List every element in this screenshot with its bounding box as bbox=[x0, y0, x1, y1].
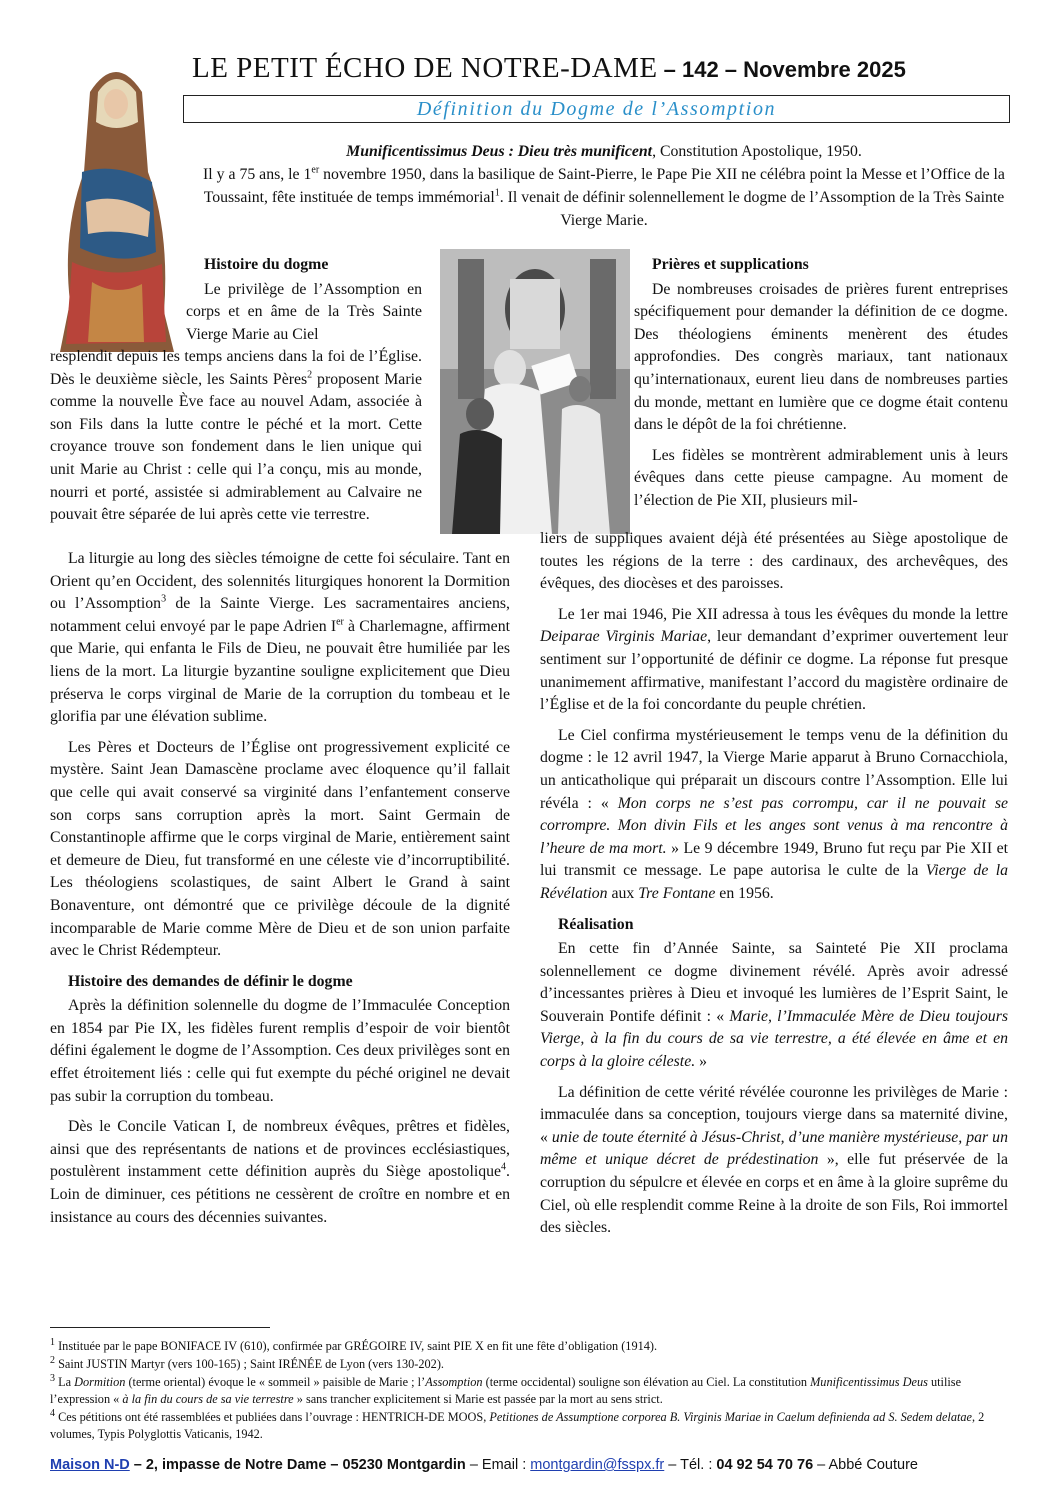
superscript: er bbox=[311, 164, 320, 176]
paragraph-text: La liturgie au long des siècles témoigne de cette foi séculaire. Tant en Orient qu’en Occident, des solennités liturgiques honorent la Dormition ou l’Assomption bbox=[50, 550, 510, 613]
footnote-text: (terme oriental) évoque le « sommeil » paisible de Marie ; l’ bbox=[125, 1375, 426, 1389]
paragraph-text: , leur demandant d’exprimer ouvertement leur sentiment sur l’opportunité de définir ce dogme. La réponse fut presque unanimement affirmative, manifestant l’accord du magistère ordinaire de l’Église et de la foi concordante du peuple chrétien. bbox=[540, 628, 1009, 714]
footnote-text: Ces pétitions ont été rassemblées et publiées dans l’ouvrage : HENTRICH-DE MOOS, bbox=[55, 1410, 490, 1424]
section-heading-history: Histoire du dogme bbox=[204, 256, 329, 273]
left-column bbox=[50, 346, 422, 535]
footnote-number: 1 bbox=[50, 1336, 55, 1348]
paragraph: liers de suppliques avaient déjà été présentées au Siège apostolique de toutes les régions de la terre : des cardinaux, des archevêques, des évêques, des diocèses et des paroisses. bbox=[540, 530, 1008, 593]
footnote-italic: Munificentissimus Deus bbox=[810, 1375, 928, 1389]
paragraph-text: Le privilège de l’Assomption en corps et en âme de la Très Sainte Vierge Marie au Ciel bbox=[186, 280, 422, 343]
paragraph-text: proposent Marie comme la nouvelle Ève face au nouvel Adam, associée à son Fils dans la lutte contre le péché et la mort. Cette croyance trouve son fondement dans le lien unique qui unit Marie au Christ : celle qui l’a conçu, mis au monde, nourri et porté, assistée si admirablement au Calvaire ne pouvait être séparée de lui après cette vie terrestre. bbox=[50, 370, 422, 524]
paragraph: Les Pères et Docteurs de l’Église ont progressivement explicité ce mystère. Saint Jean Damascène proclame avec éloquence qu’il fallait que celle qui avait conservé sa virginité dans l’enfantement conserve son corps sans corruption après la mort. Saint Germain de Constantinople affirme que le corps virginal de Marie, entièrement saint et demeure de Dieu, fut transformé en une céleste vie d’incorruptibilité. Les théologiens scolastiques, de saint Albert le Grand à saint Bonaventure, ont démontré que ce privilège découle de la dignité incomparable de Marie comme Mère de Dieu et de son union parfaite avec le Christ Rédempteur. bbox=[50, 738, 510, 960]
footnote-italic: à la fin du cours de sa vie terrestre bbox=[122, 1392, 294, 1406]
footnote-2 bbox=[50, 1356, 1010, 1373]
paragraph-text: Le Ciel confirma mystérieusement le temps venu de la définition du dogme : le 12 avril 1947, la Vierge Marie apparut à Bruno Cornacchiola, un anticatholique qui préparait un discours contre l’Assomption. Elle lui révéla : « bbox=[540, 726, 1008, 812]
article-subtitle: Définition du Dogme de l’Assomption bbox=[416, 98, 777, 120]
quotation: Mon corps ne s’est pas corrompu, car il ne pouvait se corrompre. Mon divin Fils et les anges sont venus à ma rencontre à l’heure de ma mort. bbox=[540, 794, 1009, 857]
quotation: unie de toute éternité à Jésus-Christ, d’une manière mystérieuse, par un même et unique décret de prédestination bbox=[540, 1128, 1008, 1169]
paragraph bbox=[186, 279, 422, 347]
paragraph-text: En cette fin d’Année Sainte, sa Sainteté Pie XII proclama solennellement ce dogme divinement révélé. Après avoir adressé d’incessantes prières à Dieu et invoqué les lumières de l’Esprit Saint, le Souverain Pontife définit : « bbox=[540, 940, 1008, 1025]
section-heading-realisation: Réalisation bbox=[558, 915, 634, 933]
paragraph-text: La définition de cette vérité révélée couronne les privilèges de Marie : immaculée dans sa conception, toujours vierge dans sa maternité divine, « bbox=[540, 1083, 1008, 1146]
paragraph bbox=[540, 1082, 1008, 1240]
superscript: er bbox=[336, 616, 344, 628]
footnote-text: La bbox=[55, 1375, 75, 1389]
intro-text: Il y a 75 ans, le 1 bbox=[203, 166, 312, 183]
footnote-text: Instituée par le pape BONIFACE IV (610), confirmée par GRÉGOIRE IV, saint PIE X en fit une fête d’obligation (1914). bbox=[55, 1339, 658, 1353]
footnote-italic: Dormition bbox=[74, 1375, 126, 1389]
footnote-divider bbox=[50, 1327, 270, 1328]
section-heading-requests: Histoire des demandes de définir le dogme bbox=[68, 972, 353, 990]
footnotes bbox=[50, 1338, 1010, 1444]
publication-name: LE PETIT ÉCHO DE NOTRE-DAME bbox=[192, 52, 658, 84]
footnote-text: » sans trancher explicitement si Marie est passée par la mort au sens strict. bbox=[293, 1392, 663, 1406]
right-column-top bbox=[634, 254, 1008, 513]
footnote-text: , 2 volumes, Typis Polyglottis Vaticanis, 1942. bbox=[50, 1410, 985, 1441]
left-column-top bbox=[186, 254, 422, 346]
italic-title: Vierge de la Révélation bbox=[540, 862, 1008, 902]
section-heading-prayers: Prières et supplications bbox=[652, 256, 809, 273]
footnote-4 bbox=[50, 1409, 1010, 1443]
email-link[interactable]: montgardin@fsspx.fr bbox=[530, 1457, 665, 1473]
footnote-text: utilise l’expression « bbox=[50, 1375, 962, 1406]
contact-name: – Abbé Couture bbox=[813, 1457, 918, 1473]
footnote-1 bbox=[50, 1338, 1010, 1355]
phone-label: – Tél. : bbox=[664, 1457, 717, 1473]
paragraph bbox=[540, 938, 1008, 1074]
footer-address: – 2, impasse de Notre Dame – 05230 Montgardin bbox=[129, 1457, 466, 1473]
footnote-italic: Petitiones de Assumptione corporea B. Virginis Mariae in Caelum definienda ad S. Sedem delatae bbox=[489, 1410, 972, 1424]
paragraph bbox=[540, 725, 1008, 906]
paragraph-text: . Loin de diminuer, ces pétitions ne cessèrent de croître en nombre et en insistance au cours des décennies suivantes. bbox=[50, 1163, 510, 1226]
paragraph-text: Le 1er mai 1946, Pie XII adressa à tous les évêques du monde la lettre bbox=[558, 605, 1008, 623]
contact-footer bbox=[50, 1457, 1010, 1473]
italic-title: Tre Fontane bbox=[638, 884, 716, 902]
paragraph-text: à Charlemagne, affirment que Marie, qui enfanta le Fils de Dieu, ne pouvait être humiliée par les liens de la mort. La liturgie byzantine souligne explicitement que Dieu préserva le corps virginal de Marie de la corruption du tombeau et le glorifia par une élévation sublime. bbox=[50, 617, 510, 726]
intro-lead-rest: , Constitution Apostolique, 1950. bbox=[652, 143, 862, 160]
paragraph-text: Dès le Concile Vatican I, de nombreux évêques, prêtres et fidèles, ainsi que des représentants de nations et de provinces ecclésiastiques, postulèrent instamment cette définition auprès du Siège apostolique bbox=[50, 1118, 510, 1181]
quotation: Marie, l’Immaculée Mère de Dieu toujours Vierge, à la fin du cours de sa vie terrestre, a été élevée en âme et en corps à la gloire céleste. bbox=[540, 1007, 1008, 1071]
issue-number-date: – 142 – Novembre 2025 bbox=[663, 57, 906, 82]
organization-link[interactable]: Maison N-D bbox=[50, 1457, 130, 1473]
newsletter-title bbox=[192, 52, 1012, 92]
paragraph-text: de la Sainte Vierge. Les sacramentaires anciens, notamment celui envoyé par le pape Adrien I bbox=[50, 595, 510, 635]
footnote-number: 2 bbox=[50, 1354, 55, 1366]
virgin-statue-image bbox=[52, 52, 182, 352]
intro-text: . Il venait de définir solennellement le dogme de l’Assomption de la Très Sainte Vierge Marie. bbox=[499, 189, 1005, 229]
footnote-ref: 2 bbox=[307, 369, 313, 381]
paragraph: Les fidèles se montrèrent admirablement unis à leurs évêques dans cette pieuse campagne. Au moment de l’élection de Pie XII, plusieurs mil- bbox=[634, 446, 1008, 509]
email-label: – Email : bbox=[465, 1457, 531, 1473]
footnote-text: (terme occidental) souligne son élévation au Ciel. La constitution bbox=[482, 1375, 811, 1389]
right-column bbox=[540, 528, 1008, 1248]
paragraph-text: », elle fut préservée de la corruption du sépulcre et élevée en corps et en âme à la gloire suprême du Ciel, où elle resplendit comme Reine à la droite de son Fils, Roi immortel des siècles. bbox=[540, 1151, 1008, 1237]
pius-xii-photo bbox=[440, 249, 630, 534]
intro-text: novembre 1950, dans la basilique de Saint-Pierre, le Pape Pie XII ne célébra point la Messe et l’Office de la Toussaint, fête instituée de temps immémorial bbox=[203, 166, 1005, 206]
footnote-ref: 4 bbox=[501, 1162, 507, 1174]
paragraph bbox=[50, 548, 510, 729]
footnote-number: 4 bbox=[50, 1407, 55, 1419]
paragraph bbox=[50, 346, 422, 527]
intro-lead-title: Munificentissimus Deus : Dieu très munificent bbox=[346, 143, 653, 160]
paragraph: Après la définition solennelle du dogme de l’Immaculée Conception en 1854 par Pie IX, les fidèles furent remplis d’espoir de voir bientôt défini également le dogme de l’Assomption. Ces deux privilèges sont en effet étroitement liés : celle qui fut exempte du péché originel ne devait pas subir la corruption du tombeau. bbox=[50, 997, 510, 1105]
footnote-number: 3 bbox=[50, 1372, 55, 1384]
italic-title: Deiparae Virginis Mariae bbox=[540, 628, 708, 646]
left-column-lower bbox=[50, 548, 510, 1237]
footnote-3 bbox=[50, 1374, 1010, 1408]
intro-paragraph bbox=[190, 140, 1018, 232]
footnote-ref: 1 bbox=[494, 187, 500, 199]
paragraph bbox=[50, 1116, 510, 1229]
paragraph: De nombreuses croisades de prières furent entreprises spécifiquement pour demander la définition de ce dogme. Des théologiens éminents menèrent des études approfondies. Des congrès mariaux, tant nationaux qu’internationaux, eurent lieu dans de nombreuses parties du monde, mettant en lumière que ce dogme était contenu dans le dépôt de la foi chrétienne. bbox=[634, 280, 1008, 434]
paragraph-text: aux bbox=[607, 884, 639, 902]
subtitle-box bbox=[183, 95, 1010, 123]
paragraph-text: » Le 9 décembre 1949, Bruno fut reçu par Pie XII et lui transmit ce message. Le pape autorisa le culte de la bbox=[540, 839, 1008, 880]
footnote-text: Saint JUSTIN Martyr (vers 100-165) ; Saint IRÉNÉE de Lyon (vers 130-202). bbox=[55, 1357, 444, 1371]
footnote-italic: Assomption bbox=[425, 1375, 483, 1389]
paragraph-text: en 1956. bbox=[715, 884, 774, 902]
paragraph bbox=[540, 604, 1008, 717]
footnote-ref: 3 bbox=[161, 593, 167, 605]
paragraph-text: resplendit depuis les temps anciens dans la foi de l’Église. Dès le deuxième siècle, les Saints Pères bbox=[50, 348, 422, 388]
paragraph-text: » bbox=[695, 1053, 708, 1071]
phone-number: 04 92 54 70 76 bbox=[716, 1457, 814, 1473]
